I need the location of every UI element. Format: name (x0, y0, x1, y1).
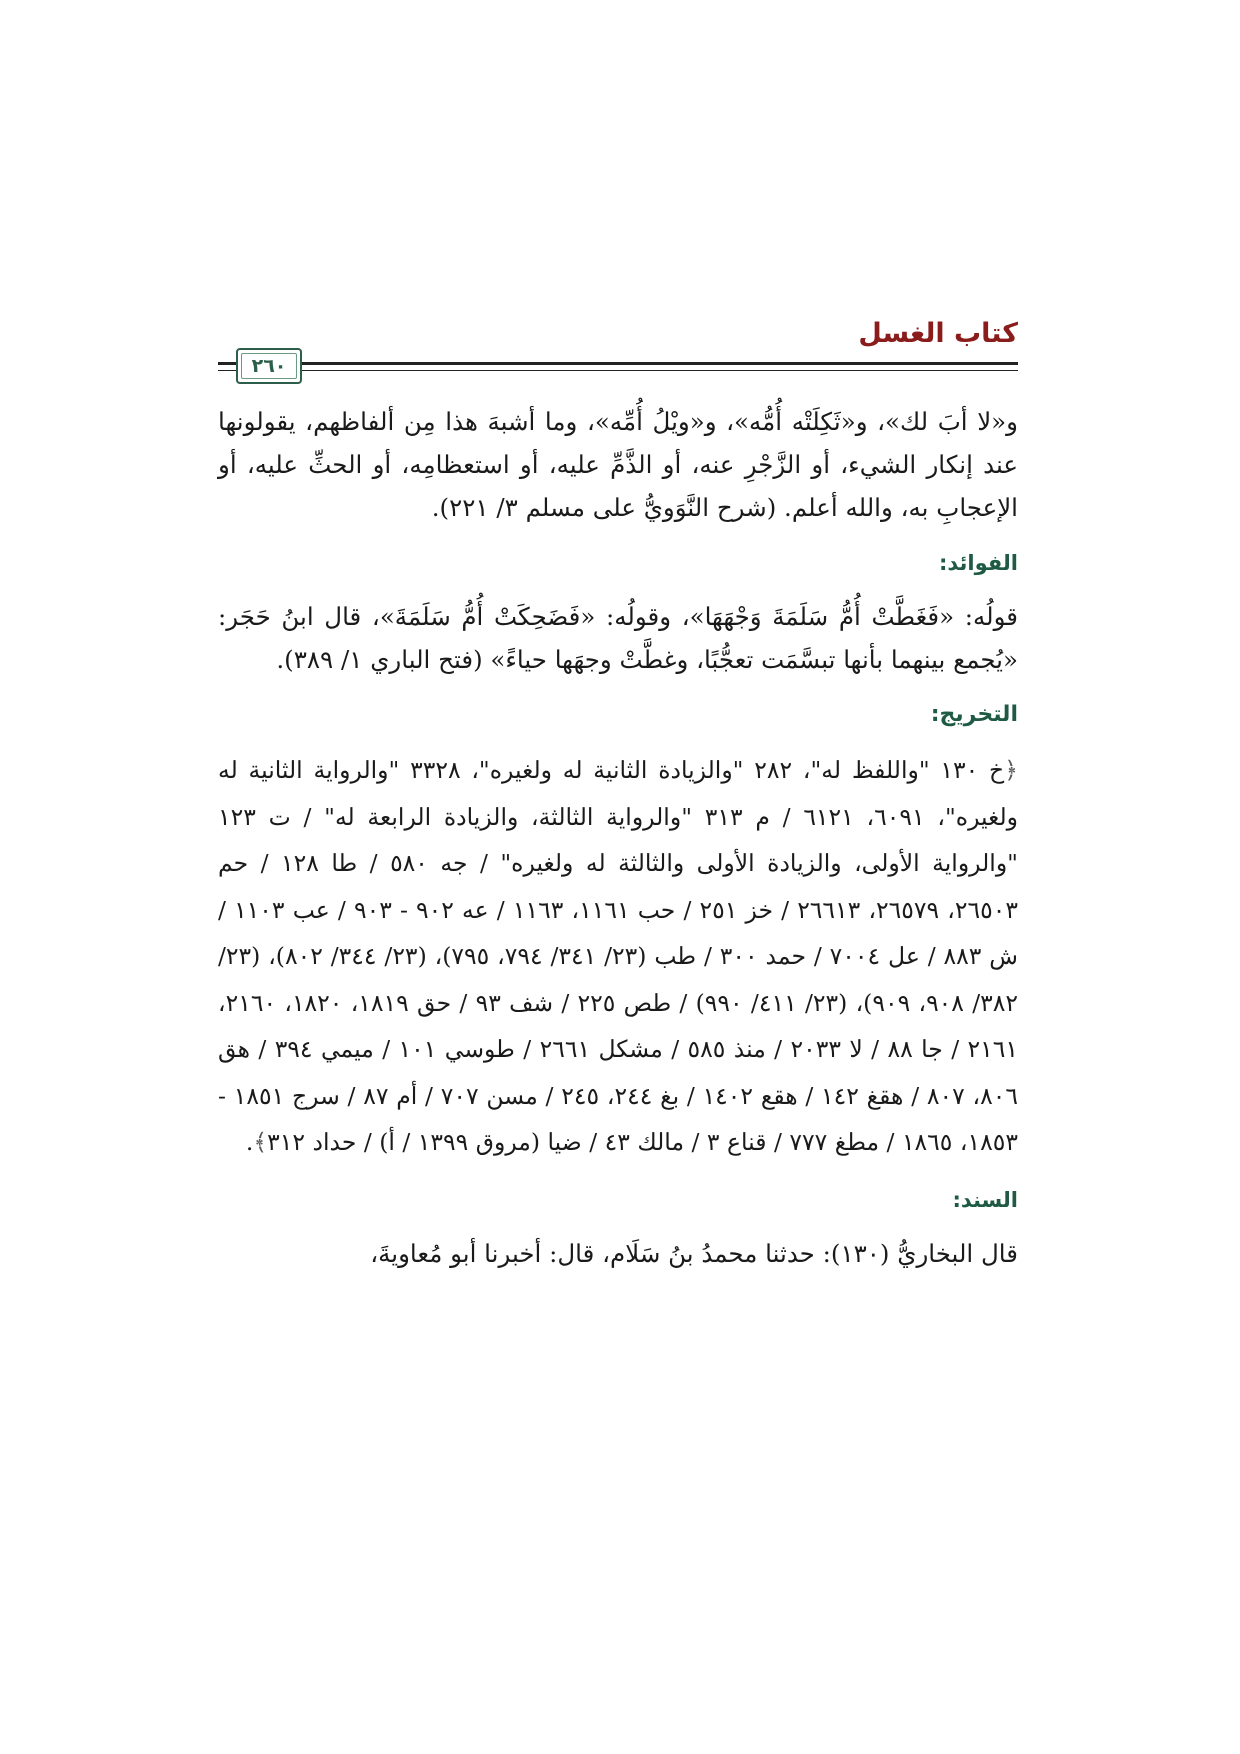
page-number-badge (236, 348, 302, 384)
sanad-paragraph: قال البخاريُّ (١٣٠): حدثنا محمدُ بنُ سَلَام، قال: أخبرنا أبو مُعاويةَ، (370, 1238, 1018, 1268)
header-rule-end (218, 364, 230, 365)
page-header (218, 318, 1018, 390)
intro-paragraph: و«لا أبَ لك»، و«ثَكِلَتْه أُمُّه»، و«ويْلُ أُمِّه»، وما أشبهَ هذا مِن ألفاظهم، يقولونها عند إنكار الشيء، أو الزَّجْرِ عنه، أو الذَّمِّ عليه، أو استعظامِه، أو الحثِّ عليه، أو الإعجابِ به، والله أعلم. (شرح النَّوَويُّ على مسلم ٣/ ٢٢١). (218, 407, 1018, 522)
fawaid-heading: الفوائد: (939, 551, 1018, 575)
sanad-heading: السند: (952, 1187, 1018, 1212)
takhrij-heading: التخريج: (930, 702, 1018, 727)
takhrij-open-bracket: ﴿ (1004, 756, 1019, 784)
takhrij-paragraph: ﴿خ ١٣٠ "واللفظ له"، ٢٨٢ "والزيادة الثانية له ولغيره"، ٣٣٢٨ "والرواية الثانية له ولغيره"، ٦٠٩١، ٦١٢١ / م ٣١٣ "والرواية الثالثة، والزيادة الرابعة له" / ت ١٢٣ "والرواية الأولى، والزيادة الأولى والثالثة له ولغيره" / جه ٥٨٠ / طا ١٢٨ / حم ٢٦٥٠٣، ٢٦٥٧٩، ٢٦٦١٣ / خز ٢٥١ / حب ١١٦١، ١١٦٣ / عه ٩٠٢ - ٩٠٣ / عب ١١٠٣ / ش ٨٨٣ / عل ٧٠٠٤ / حمد ٣٠٠ / طب (٢٣/ ٣٤١/ ٧٩٤، ٧٩٥)، (٢٣/ ٣٤٤/ ٨٠٢)، (٢٣/ ٣٨٢/ ٩٠٨، ٩٠٩)، (٢٣/ ٤١١/ ٩٩٠) / طص ٢٢٥ / شف ٩٣ / حق ١٨١٩، ١٨٢٠، ٢١٦٠، ٢١٦١ / جا ٨٨ / لا ٢٠٣٣ / منذ ٥٨٥ / مشكل ٢٦٦١ / طوسي ١٠١ / ميمي ٣٩٤ / هق ٨٠٦، ٨٠٧ / هقغ ١٤٢ / هقع ١٤٠٢ / بغ ٢٤٤، ٢٤٥ / مسن ٧٠٧ / أم ٨٧ / سرج ١٨٥١ - ١٨٥٣، ١٨٦٥ / مطغ ٧٧٧ / قناع ٣ / مالك ٤٣ / ضيا (مروق ١٣٩٩ / أ) / حداد ٣١٢﴾. (218, 756, 1019, 1156)
takhrij-close-bracket: ﴾ (253, 1128, 268, 1156)
header-rule-thick (218, 362, 1018, 365)
fawaid-section (218, 545, 1018, 681)
page-content (218, 400, 1018, 1275)
takhrij-section (218, 697, 1018, 1166)
fawaid-paragraph: قولُه: «فَغَطَّتْ أُمُّ سَلَمَةَ وَجْهَهَا»، وقولُه: «فَضَحِكَتْ أُمُّ سَلَمَةَ»، قال ابنُ حَجَر: «يُجمع بينهما بأنها تبسَّمَت تعجُّبًا، وغطَّتْ وجهَها حياءً» (فتح الباري ١/ ٣٨٩). (218, 602, 1018, 674)
page-number: ٢٦٠ (241, 353, 297, 379)
header-rule-thin (218, 370, 1018, 371)
takhrij-text: خ ١٣٠ "واللفظ له"، ٢٨٢ "والزيادة الثانية له ولغيره"، ٣٣٢٨ "والرواية الثانية له ولغيره"، ٦٠٩١، ٦١٢١ / م ٣١٣ "والرواية الثالثة، والزيادة الرابعة له" / ت ١٢٣ "والرواية الأولى، والزيادة الأولى والثالثة له ولغيره" / جه ٥٨٠ / طا ١٢٨ / حم ٢٦٥٠٣، ٢٦٥٧٩، ٢٦٦١٣ / خز ٢٥١ / حب ١١٦١، ١١٦٣ / عه ٩٠٢ - ٩٠٣ / عب ١١٠٣ / ش ٨٨٣ / عل ٧٠٠٤ / حمد ٣٠٠ / طب (٢٣/ ٣٤١/ ٧٩٤، ٧٩٥)، (٢٣/ ٣٤٤/ ٨٠٢)، (٢٣/ ٣٨٢/ ٩٠٨، ٩٠٩)، (٢٣/ ٤١١/ ٩٩٠) / طص ٢٢٥ / شف ٩٣ / حق ١٨١٩، ١٨٢٠، ٢١٦٠، ٢١٦١ / جا ٨٨ / لا ٢٠٣٣ / منذ ٥٨٥ / مشكل ٢٦٦١ / طوسي ١٠١ / ميمي ٣٩٤ / هق ٨٠٦، ٨٠٧ / هقغ ١٤٢ / هقع ١٤٠٢ / بغ ٢٤٤، ٢٤٥ / مسن ٧٠٧ / أم ٨٧ / سرج ١٨٥١ - ١٨٥٣، ١٨٦٥ / مطغ ٧٧٧ / قناع ٣ / مالك ٤٣ / ضيا (مروق ١٣٩٩ / أ) / حداد ٣١٢ (218, 756, 1019, 1156)
sanad-section (218, 1182, 1018, 1275)
book-title: كتاب الغسل (858, 318, 1018, 349)
